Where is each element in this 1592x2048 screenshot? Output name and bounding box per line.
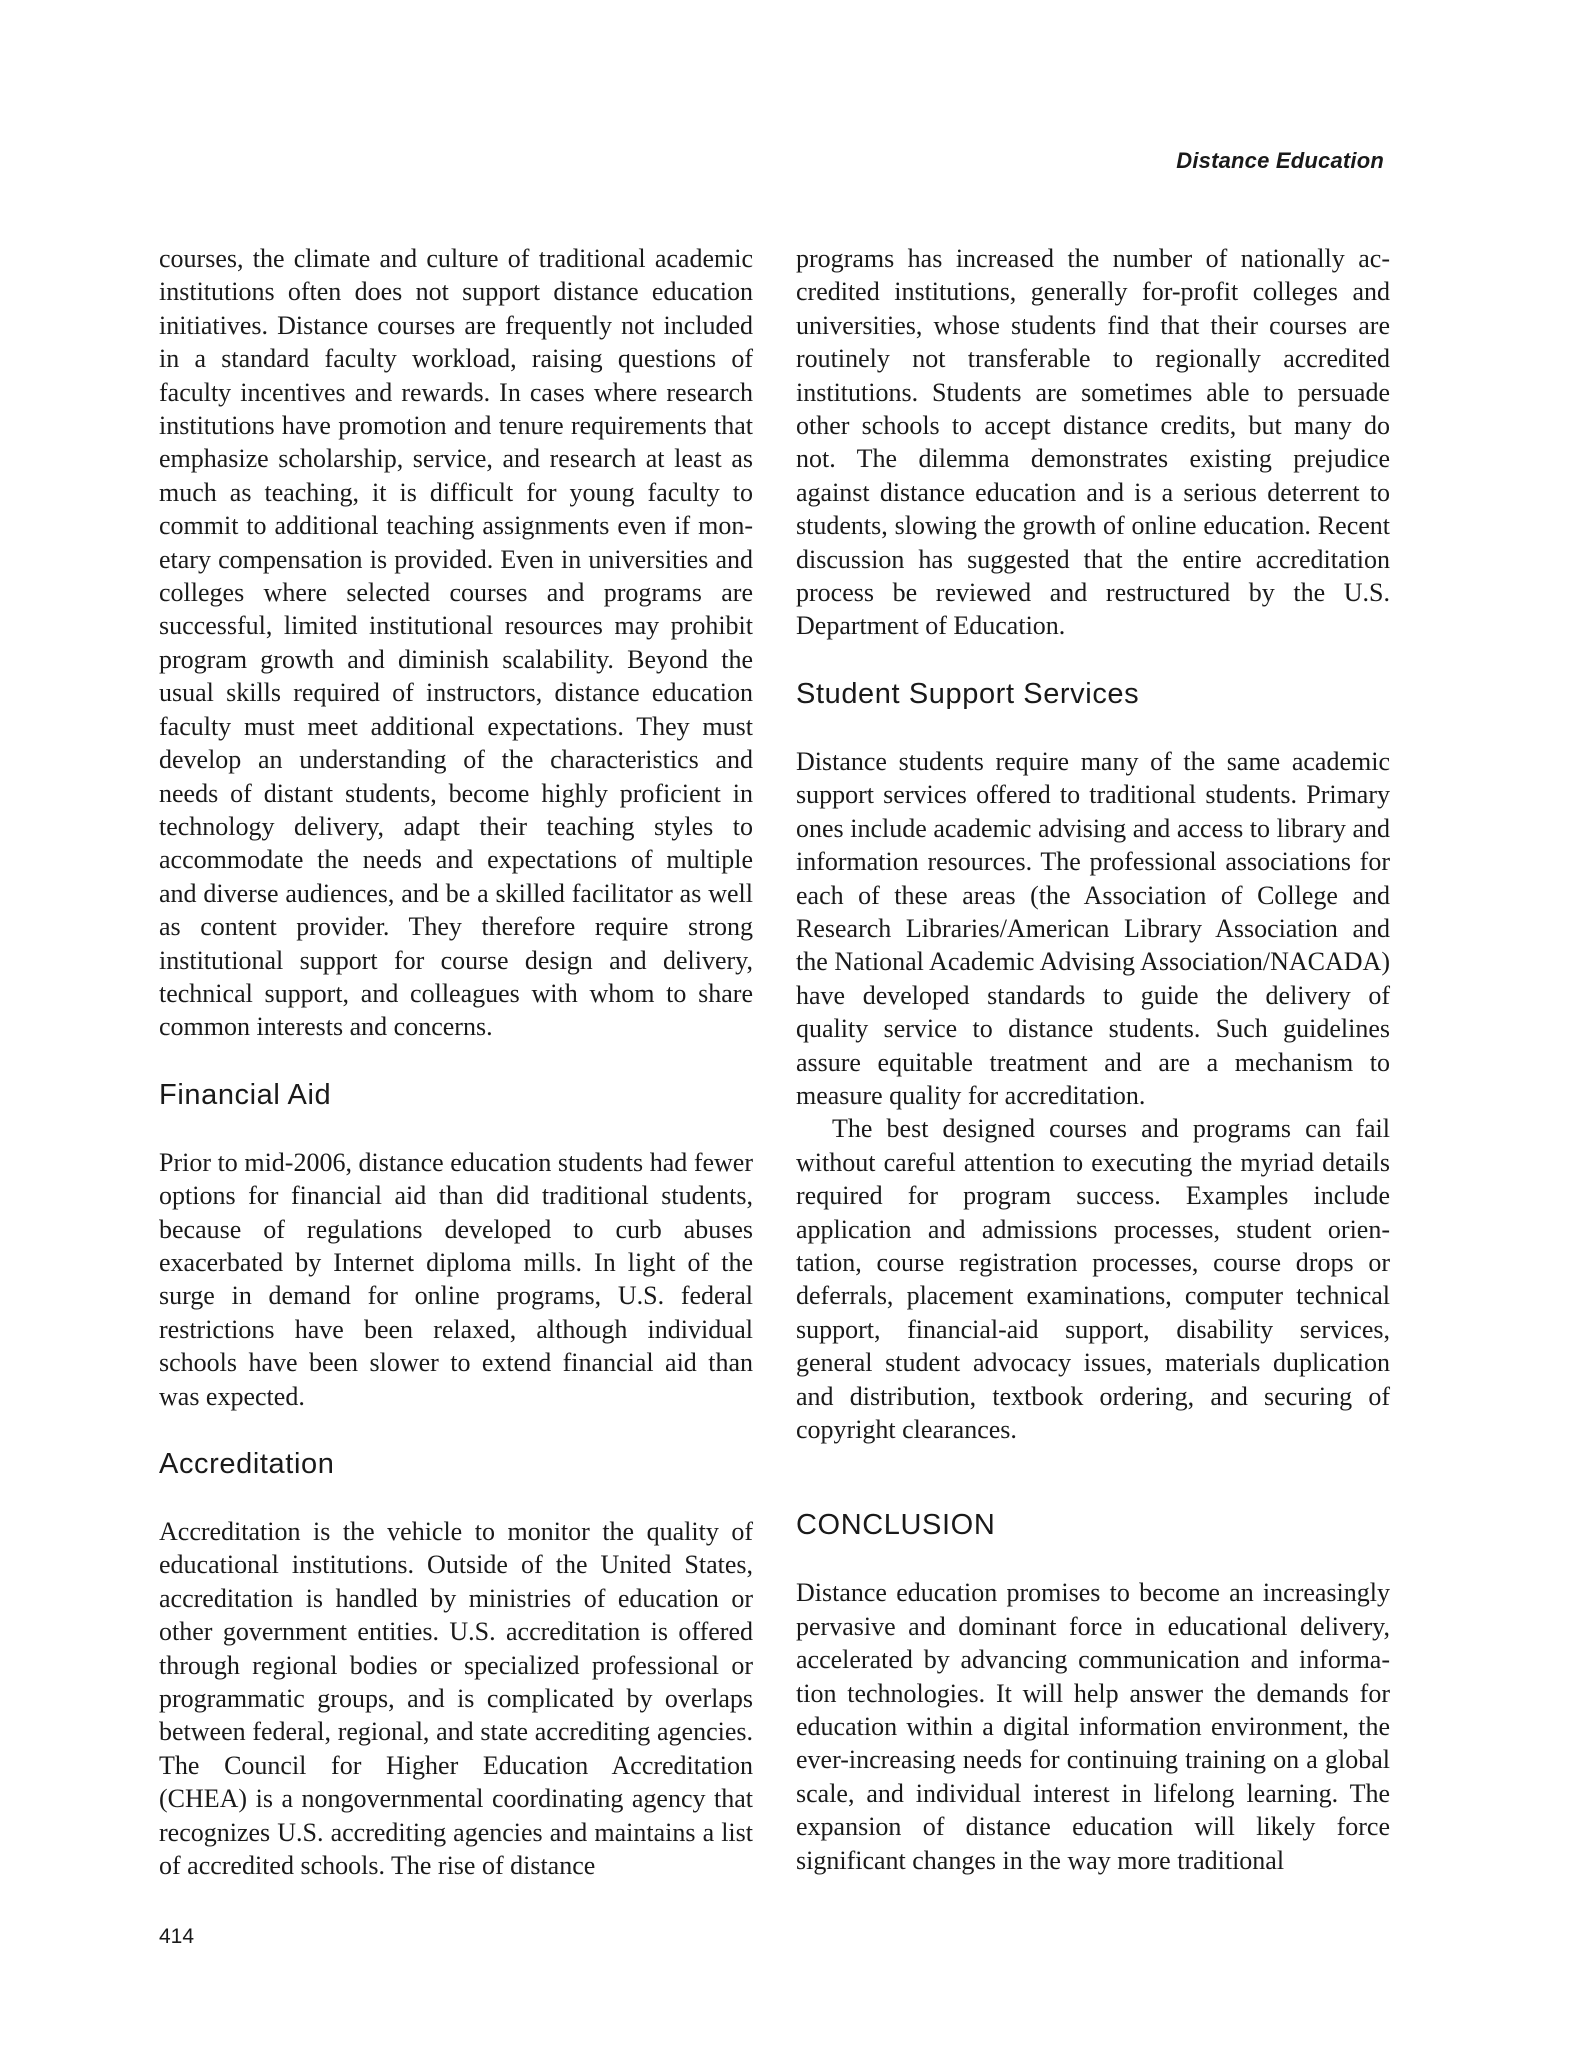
paragraph-student-support-2: The best designed courses and programs can fail without careful attention to executing the myriad details required for program success. Examples include application and admissions processes, student orientation, course registration processes, course drops or deferrals, placement examinations, computer technical support, financial-aid support, disability services, general student advocacy issues, materials duplication and distribution, textbook ordering, and securing of copyright clearances. — [796, 1114, 1390, 1444]
paragraph-accreditation-continued: programs has increased the number of nationally accredited institutions, generally for-profit colleges and universities, whose students find that their courses are routinely not transferable to regionally accredited institutions. Students are sometimes able to persuade other schools to accept distance credits, but many do not. The dilemma demonstrates existing prejudice against distance education and is a serious deterrent to students, slowing the growth of online education. Recent discussion has suggested that the entire accreditation process be reviewed and restructured by the U.S. Department of Education. — [796, 244, 1390, 641]
paragraph-conclusion: Distance education promises to become an increasingly pervasive and dominant force in educational delivery, accelerated by advancing communication and information technologies. It will help answer the demands for education within a digital information environment, the ever-increasing needs for continuing training on a global scale, and individual interest in lifelong learning. The expansion of distance education will likely force significant changes in the way more traditional — [796, 1578, 1390, 1875]
right-column — [796, 242, 1390, 1877]
paragraph-student-support-1: Distance students require many of the same academic support services offered to traditional students. Primary ones include academic advising and access to library and information resources. The professional associations for each of these areas (the Association of College and Research Libraries/American Library Association and the National Academic Advising Association/NACADA) have developed standards to guide the delivery of quality service to distance students. Such guidelines assure equitable treatment and are a mechanism to measure quality for accreditation. — [796, 746, 1390, 1110]
left-column — [159, 242, 753, 1882]
page-number: 414 — [159, 1925, 195, 1948]
heading-financial-aid: Financial Aid — [159, 1078, 332, 1111]
paragraph-financial-aid: Prior to mid-2006, distance education students had fewer options for financial aid than did traditional students, because of regulations developed to curb abuses exacerbated by Internet diploma mills. In light of the surge in demand for online programs, U.S. federal restrictions have been relaxed, although individual schools have been slower to extend financial aid than was expected. — [159, 1147, 753, 1411]
heading-conclusion: CONCLUSION — [796, 1509, 996, 1542]
paragraph-accreditation: Accreditation is the vehicle to monitor the quality of educational institutions. Outside of the United States, accreditation is handled by ministries of education or other government entities. U.S. accreditation is offered through regional bodies or specialized professional or programmatic groups, and is complicated by overlaps between federal, regional, and state accrediting agencies. The Council for Higher Education Accreditation (CHEA) is a nongovernmental coordinating agency that recognizes U.S. accrediting agencies and maintains a list of accredited schools. The rise of distance — [159, 1517, 753, 1881]
paragraph-faculty-support: courses, the climate and culture of traditional academic institutions often does not support distance education initiatives. Distance courses are frequently not included in a standard faculty workload, raising questions of faculty incentives and rewards. In cases where research institutions have promotion and tenure requirements that emphasize scholarship, service, and research at least as much as teaching, it is difficult for young faculty to commit to additional teaching assignments even if monetary compensation is provided. Even in universities and colleges where selected courses and programs are successful, limited institutional resources may prohibit program growth and diminish scalability. Beyond the usual skills required of instructors, distance education faculty must meet additional expectations. They must develop an understanding of the characteristics and needs of distant students, become highly proficient in technology delivery, adapt their teaching styles to accommodate the needs and expectations of multiple and diverse audiences, and be a skilled facilitator as well as content provider. They therefore require strong institutional support for course design and delivery, technical support, and colleagues with whom to share common interests and concerns. — [159, 244, 753, 1042]
running-head-title: Distance Education — [1176, 148, 1384, 173]
heading-accreditation: Accreditation — [159, 1448, 335, 1480]
heading-student-support-services: Student Support Services — [796, 677, 1140, 710]
